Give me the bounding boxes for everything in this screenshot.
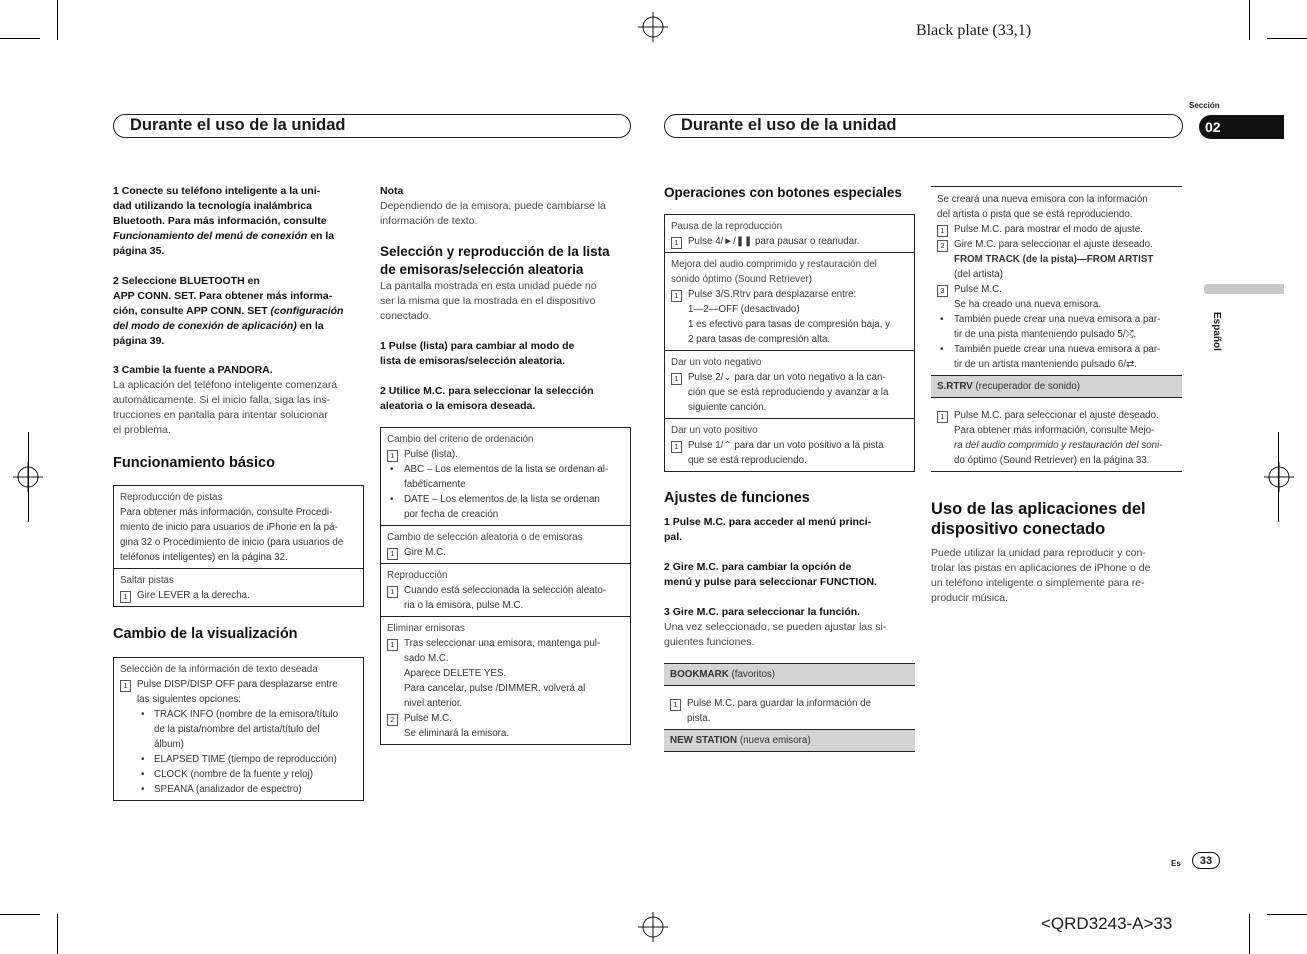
sel-cell-1: Cambio del criterio de ordenación 1 Pulse (lista). • ABC – Los elementos de la lista se ordenan al- fabéticamente • DATE – Los elementos de la lista se ordenan por fecha de creación bbox=[381, 428, 630, 525]
language-label: Español bbox=[1211, 312, 1222, 351]
section-badge: 02 bbox=[1199, 115, 1284, 139]
func-step-3-text: Una vez seleccionado, se pueden ajustar las si- guientes funciones. bbox=[664, 621, 887, 648]
bookmark-cell: 1 Pulse M.C. para guardar la información de pista. bbox=[664, 692, 915, 729]
ops-cell-3: Dar un voto negativo 1 Pulse 2/⌄ para dar un voto negativo a la can- ción que se está reproduciendo y avanzar a la siguiente canción. bbox=[665, 350, 914, 418]
crop-mark bbox=[0, 914, 40, 915]
basic-cell-2: Saltar pistas 1 Gire LEVER a la derecha. bbox=[114, 568, 363, 606]
selection-title: Selección y reproducción de la lista de emisoras/selección aleatoria bbox=[380, 244, 610, 277]
display-box bbox=[113, 657, 364, 801]
func-step-2: 2 Gire M.C. para cambiar la opción de menú y pulse para seleccionar FUNCTION. bbox=[664, 561, 877, 588]
crop-mark bbox=[57, 0, 58, 40]
crop-mark bbox=[1267, 914, 1307, 915]
basic-box bbox=[113, 485, 364, 607]
ops-cell-1: Pausa de la reproducción 1 Pulse 4/►/❚❚ para pausar o reanudar. bbox=[671, 221, 860, 247]
page-number: 33 bbox=[1192, 852, 1220, 869]
sel-step-2: 2 Utilice M.C. para seleccionar la selección aleatoria o la emisora deseada. bbox=[380, 385, 594, 412]
print-header: Black plate (33,1) bbox=[916, 22, 1032, 39]
selection-text: La pantalla mostrada en esta unidad puede no ser la misma que la mostrada en el dispositivo conectado. bbox=[380, 280, 597, 322]
basic-cell-1: Reproducción de pistas Para obtener más información, consulte Procedi- miento de inicio para usuarios de iPhone en la pá- gina 32 o Procedimiento de inicio (para usuarios de teléfonos inteligentes) en la página 32. bbox=[120, 492, 344, 563]
crop-mark bbox=[28, 432, 29, 522]
func-step-1: 1 Pulse M.C. para acceder al menú princi- pal. bbox=[664, 516, 872, 543]
ops-cell-4: Dar un voto positivo 1 Pulse 1/⌃ para dar un voto positivo a la pista que se está reproduciendo. bbox=[665, 418, 914, 471]
registration-mark-icon bbox=[1264, 462, 1294, 492]
crop-mark bbox=[1267, 38, 1307, 39]
right-section-header bbox=[664, 114, 1183, 138]
new-station-cell: Se creará una nueva emisora con la información del artista o pista que se está reproduciendo. 1 Pulse M.C. para mostrar el modo de ajuste. 2 Gire M.C. para seleccionar el ajuste deseado. FROM TRACK (de la pista)—FROM ARTIST (del artista) 3 Pulse M.C. Se ha creado una nueva emisora. • También puede crear una nueva emisora a par- tir de una pista manteniendo pulsado 5/⤮. • También puede crear una nueva emisora a par- tir de un artista manteniendo pulsado 6/⇄. bbox=[931, 186, 1182, 372]
crop-mark bbox=[1249, 0, 1250, 40]
basic-title: Funcionamiento básico bbox=[113, 455, 275, 471]
note-text: Dependiendo de la emisora, puede cambiarse la información de texto. bbox=[380, 200, 606, 227]
section-label: Sección bbox=[1189, 101, 1220, 110]
ops-cell-2: Mejora del audio comprimido y restauración del sonido óptimo (Sound Retriever) 1 Pulse 3/S.Rtrv para desplazarse entre: 1—2—OFF (desactivado) 1 es efectivo para tasas de compresión baja, y 2 para tasas de compresión alta. bbox=[665, 252, 914, 350]
step-1: 1 Conecte su teléfono inteligente a la uni- dad utilizando la tecnología inalámbrica Bluetooth. Para más información, consulte Funcionamiento del menú de conexión en la página 35. bbox=[113, 185, 335, 257]
step-3-text: La aplicación del teléfono inteligente comenzará automáticamente. Si el inicio falla, siga las ins- trucciones en pantalla para intentar solucionar el problema. bbox=[113, 379, 338, 436]
column-1 bbox=[113, 184, 364, 801]
column-4 bbox=[931, 186, 1182, 606]
left-header-title: Durante el uso de la unidad bbox=[130, 116, 346, 134]
new-station-row: NEW STATION (nueva emisora) bbox=[664, 729, 915, 752]
print-footer: <QRD3243-A>33 bbox=[1041, 914, 1173, 933]
func-step-3: 3 Gire M.C. para seleccionar la función. bbox=[664, 606, 861, 618]
sel-step-1: 1 Pulse (lista) para cambiar al modo de lista de emisoras/selección aleatoria. bbox=[380, 340, 575, 367]
sel-cell-2: Cambio de selección aleatoria o de emisoras 1 Gire M.C. bbox=[381, 525, 630, 563]
right-header-title: Durante el uso de la unidad bbox=[681, 116, 897, 134]
step-2: 2 Seleccione BLUETOOTH en APP CONN. SET. Para obtener más informa- ción, consulte APP CONN. SET (configuración del modo de conexión de aplicación) en la página 39. bbox=[113, 275, 344, 347]
step-3: 3 Cambie la fuente a PANDORA. bbox=[113, 364, 273, 376]
apps-text: Puede utilizar la unidad para reproducir y con- trolar las pistas en aplicaciones de iPhone o de un teléfono inteligente o simplemente para re- producir música. bbox=[931, 547, 1151, 604]
selection-box bbox=[380, 427, 631, 745]
sel-cell-3: Reproducción 1 Cuando está seleccionada la selección aleato- ria o la emisora, pulse M.C. bbox=[381, 563, 630, 616]
sel-cell-4: Eliminar emisoras 1 Tras seleccionar una emisora, mantenga pul- sado M.C. Aparece DELETE YES. Para cancelar, pulse /DIMMER. volverá al nivel anterior. 2 Pulse M.C. Se eliminará la emisora. bbox=[381, 616, 630, 744]
crop-mark bbox=[1278, 432, 1279, 522]
crop-mark bbox=[57, 914, 58, 954]
page-lang: Es bbox=[1171, 859, 1181, 868]
crop-mark bbox=[0, 38, 40, 39]
left-section-header bbox=[113, 114, 631, 138]
column-3 bbox=[664, 184, 915, 752]
display-cell: Selección de la información de texto deseada 1 Pulse DISP/DISP OFF para desplazarse entre las siguientes opciones: • TRACK INFO (nombre de la emisora/título de la pista/nombre del artista/título del álbum) • ELAPSED TIME (tiempo de reproducción) • CLOCK (nombre de la fuente y reloj) • SPEANA (analizador de espectro) bbox=[114, 658, 363, 800]
display-title: Cambio de la visualización bbox=[113, 626, 298, 642]
note-title: Nota bbox=[380, 185, 404, 197]
srtrv-cell: 1 Pulse M.C. para seleccionar el ajuste deseado. Para obtener más información, consulte Mejo- ra del audio comprimido y restauración del soni- do óptimo (Sound Retriever) en la página 33. bbox=[931, 404, 1182, 472]
srtrv-row: S.RTRV (recuperador de sonido) bbox=[931, 375, 1182, 398]
func-title: Ajustes de funciones bbox=[664, 490, 810, 506]
language-tab bbox=[1204, 284, 1284, 294]
ops-title: Operaciones con botones especiales bbox=[664, 185, 902, 200]
registration-mark-icon bbox=[638, 912, 668, 942]
bookmark-row: BOOKMARK (favoritos) bbox=[664, 663, 915, 686]
crop-mark bbox=[1249, 914, 1250, 954]
registration-mark-icon bbox=[638, 12, 668, 42]
apps-title: Uso de las aplicaciones del dispositivo conectado bbox=[931, 500, 1146, 538]
ops-box bbox=[664, 214, 915, 472]
column-2 bbox=[380, 184, 631, 745]
